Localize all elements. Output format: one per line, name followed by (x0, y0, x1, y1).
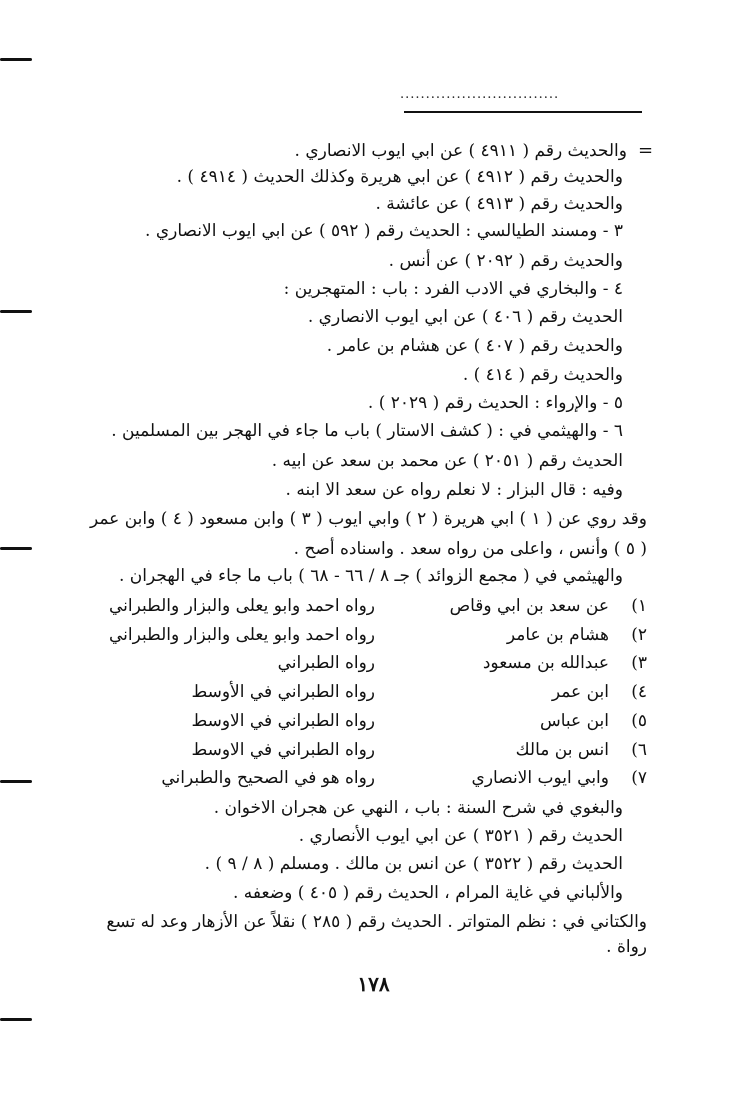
narrator-num: ٤) (631, 682, 647, 702)
narrator-source: رواه الطبراني في الاوسط (191, 711, 375, 731)
text-line: ٥ - والإرواء : الحديث رقم ( ٢٠٢٩ ) . (367, 393, 623, 413)
text-line: ٦ - والهيثمي في : ( كشف الاستار ) باب ما جاء في الهجر بين المسلمين . (111, 421, 623, 441)
text-line: والكتاني في : نظم المتواتر . الحديث رقم ( ٢٨٥ ) نقلاً عن الأزهار وعد له تسع (106, 912, 647, 932)
text-line: والحديث رقم ( ٤٠٧ ) عن هشام بن عامر . (326, 336, 623, 356)
text-line: الحديث رقم ( ٢٠٥١ ) عن محمد بن سعد عن ابيه . (271, 451, 623, 471)
narrator-source: رواه هو في الصحيح والطبراني (161, 768, 375, 788)
binding-mark (0, 310, 32, 313)
header-rule (404, 111, 642, 113)
text-line: وقد روي عن ( ١ ) ابي هريرة ( ٢ ) وابي ايوب ( ٣ ) وابن مسعود ( ٤ ) وابن عمر (89, 509, 647, 529)
binding-mark (0, 58, 32, 61)
text-line: والحديث رقم ( ٤٩١٣ ) عن عائشة . (375, 194, 623, 214)
narrator-name: وابي ايوب الانصاري (471, 768, 609, 788)
narrator-source: رواه احمد وابو يعلى والبزار والطبراني (109, 596, 375, 616)
text-line: والحديث رقم ( ٢٠٩٢ ) عن أنس . (388, 251, 623, 271)
narrator-num: ٦) (631, 740, 647, 760)
narrator-name: عن سعد بن ابي وقاص (449, 596, 609, 616)
narrator-name: ابن عمر (551, 682, 609, 702)
text-line: والحديث رقم ( ٤٩١١ ) عن ابي ايوب الانصاري . (294, 141, 627, 161)
narrator-name: انس بن مالك (515, 740, 609, 760)
narrator-source: رواه الطبراني (277, 653, 375, 673)
text-line: ( ٥ ) وأنس ، واعلى من رواه سعد . واسناده أصح . (293, 539, 647, 559)
narrator-source: رواه احمد وابو يعلى والبزار والطبراني (109, 625, 375, 645)
narrator-num: ١) (631, 596, 647, 616)
narrator-name: عبدالله بن مسعود (482, 653, 609, 673)
text-line: ٣ - ومسند الطيالسي : الحديث رقم ( ٥٩٢ ) عن ابي ايوب الانصاري . (145, 221, 623, 241)
header-dots: ............................... (400, 87, 560, 102)
text-line: والألباني في غاية المرام ، الحديث رقم ( ٤٠٥ ) وضعفه . (232, 883, 623, 903)
narrator-name: ابن عباس (539, 711, 609, 731)
narrator-num: ٧) (631, 768, 647, 788)
narrator-source: رواه الطبراني في الأوسط (191, 682, 375, 702)
narrator-num: ٢) (631, 625, 647, 645)
binding-mark (0, 547, 32, 550)
text-line: رواة . (606, 937, 647, 957)
text-line: وفيه : قال البزار : لا نعلم رواه عن سعد الا ابنه . (285, 480, 623, 500)
text-line: والبغوي في شرح السنة : باب ، النهي عن هجران الاخوان . (213, 798, 623, 818)
binding-mark (0, 780, 32, 783)
narrator-num: ٥) (631, 711, 647, 731)
text-line: الحديث رقم ( ٤٠٦ ) عن ابي ايوب الانصاري . (307, 307, 623, 327)
page-number: ١٧٨ (357, 972, 390, 996)
text-line: ٤ - والبخاري في الادب الفرد : باب : المتهجرين : (283, 279, 623, 299)
text-line: الحديث رقم ( ٣٥٢٢ ) عن انس بن مالك . ومسلم ( ٨ / ٩ ) . (204, 854, 623, 874)
text-line: والهيثمي في ( مجمع الزوائد ) جـ ٨ / ٦٦ - ٦٨ ) باب ما جاء في الهجران . (118, 566, 623, 586)
text-line: والحديث رقم ( ٤١٤ ) . (462, 365, 623, 385)
narrator-name: هشام بن عامر (506, 625, 609, 645)
text-line: الحديث رقم ( ٣٥٢١ ) عن ابي ايوب الأنصاري . (298, 826, 623, 846)
binding-mark (0, 1018, 32, 1021)
text-line: والحديث رقم ( ٤٩١٢ ) عن ابي هريرة وكذلك الحديث ( ٤٩١٤ ) . (176, 167, 623, 187)
narrator-num: ٣) (631, 653, 647, 673)
continuation-mark: = (638, 140, 654, 161)
narrator-source: رواه الطبراني في الاوسط (191, 740, 375, 760)
